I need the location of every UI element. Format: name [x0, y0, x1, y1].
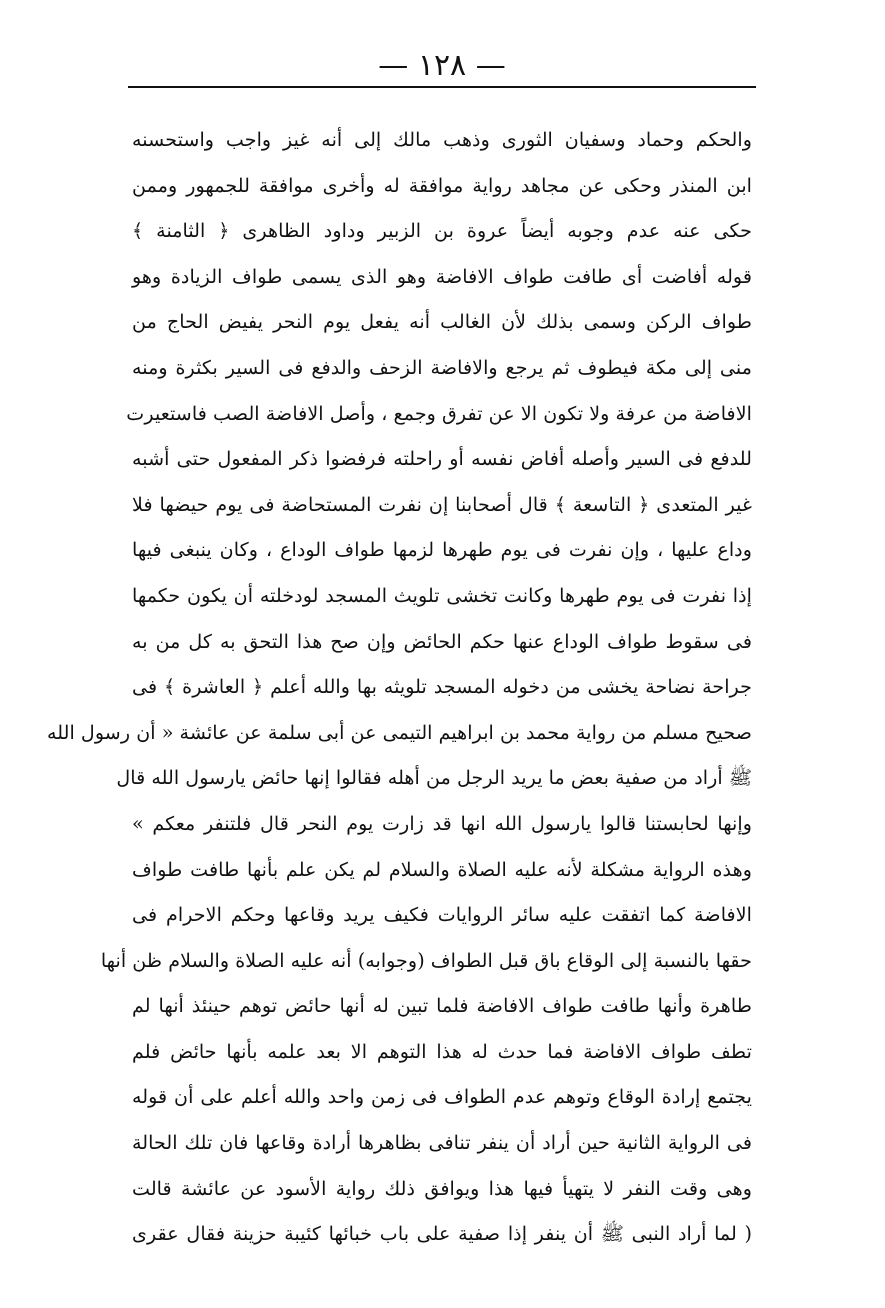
- text-line: ( لما أراد النبى ﷺ أن ينفر إذا صفية على باب خبائها كئيبة حزينة فقال عقرى: [132, 1222, 752, 1246]
- text-line: منى إلى مكة فيطوف ثم يرجع والافاضة الزحف والدفع فى السير بكثرة ومنه: [132, 355, 752, 379]
- text-body: [46, 117, 752, 1257]
- text-line: وهى وقت النفر لا يتهيأ فيها هذا ويوافق ذلك رواية الأسود عن عائشة قالت: [132, 1176, 752, 1200]
- text-line: طواف الركن وسمى بذلك لأن الغالب أنه يفعل يوم النحر يفيض الحاج من: [132, 310, 752, 334]
- text-line: الافاضة من عرفة ولا تكون الا عن تفرق وجمع ، وأصل الافاضة الصب فاستعيرت: [126, 401, 752, 425]
- text-line: حكى عنه عدم وجوبه أيضاً عروة بن الزبير وداود الظاهرى ﴿ الثامنة ﴾: [132, 219, 752, 243]
- text-line: ﷺ أراد من صفية بعض ما يريد الرجل من أهله فقالوا إنها حائض يارسول الله قال: [116, 766, 752, 790]
- text-line: قوله أفاضت أى طافت طواف الافاضة وهو الذى يسمى طواف الزيادة وهو: [132, 264, 752, 288]
- header-rule: [128, 86, 756, 88]
- text-line: صحيح مسلم من رواية محمد بن ابراهيم التيمى عن أبى سلمة عن عائشة « أن رسول الله: [46, 720, 752, 744]
- text-line: يجتمع إرادة الوقاع وتوهم عدم الطواف فى زمن واحد والله أعلم على أن قوله: [132, 1085, 752, 1109]
- text-line: حقها بالنسبة إلى الوقاع باق قبل الطواف (وجوابه) أنه عليه الصلاة والسلام ظن أنها: [100, 948, 752, 972]
- text-line: وإنها لحابستنا قالوا يارسول الله انها قد زارت يوم النحر قال فلتنفر معكم »: [132, 811, 752, 835]
- text-line: وهذه الرواية مشكلة لأنه عليه الصلاة والسلام لم يكن علم بأنها طافت طواف: [132, 857, 752, 881]
- text-line: والحكم وحماد وسفيان الثورى وذهب مالك إلى أنه غيز واجب واستحسنه: [132, 128, 752, 151]
- text-line: وداع عليها ، وإن نفرت فى يوم طهرها لزمها طواف الوداع ، وكان ينبغى فيها: [132, 538, 752, 562]
- text-line: جراحة نضاحة يخشى من دخوله المسجد تلويثه بها والله أعلم ﴿ العاشرة ﴾ فى: [132, 675, 752, 699]
- text-line: فى سقوط طواف الوداع عنها حكم الحائض وإن صح هذا التحق به كل من به: [132, 629, 752, 653]
- text-line: فى الرواية الثانية حين أراد أن ينفر تنافى بظاهرها أرادة وقاعها فان تلك الحالة: [132, 1131, 752, 1155]
- text-line: تطف طواف الافاضة فما حدث له هذا التوهم الا بعد علمه بأنها حائض فلم: [132, 1039, 752, 1063]
- text-line: طاهرة وأنها طافت طواف الافاضة فلما تبين له أنها حائض توهم حينئذ أنها لم: [132, 994, 752, 1018]
- text-line: غير المتعدى ﴿ التاسعة ﴾ قال أصحابنا إن نفرت المستحاضة فى يوم حيضها فلا: [132, 492, 752, 516]
- text-line: إذا نفرت فى يوم طهرها وكانت تخشى تلويث المسجد لودخلته أن يكون حكمها: [132, 583, 752, 607]
- text-line: للدفع فى السير وأصله أفاض نفسه أو راحلته فرفضوا ذكر المفعول حتى أشبه: [132, 447, 752, 471]
- text-line: ابن المنذر وحكى عن مجاهد رواية موافقة له وأخرى موافقة للجمهور وممن: [132, 173, 752, 197]
- page-number: — ١٢٨ —: [378, 48, 506, 83]
- text-line: الافاضة كما اتفقت عليه سائر الروايات فكيف يريد وقاعها وحكم الاحرام فى: [132, 903, 752, 927]
